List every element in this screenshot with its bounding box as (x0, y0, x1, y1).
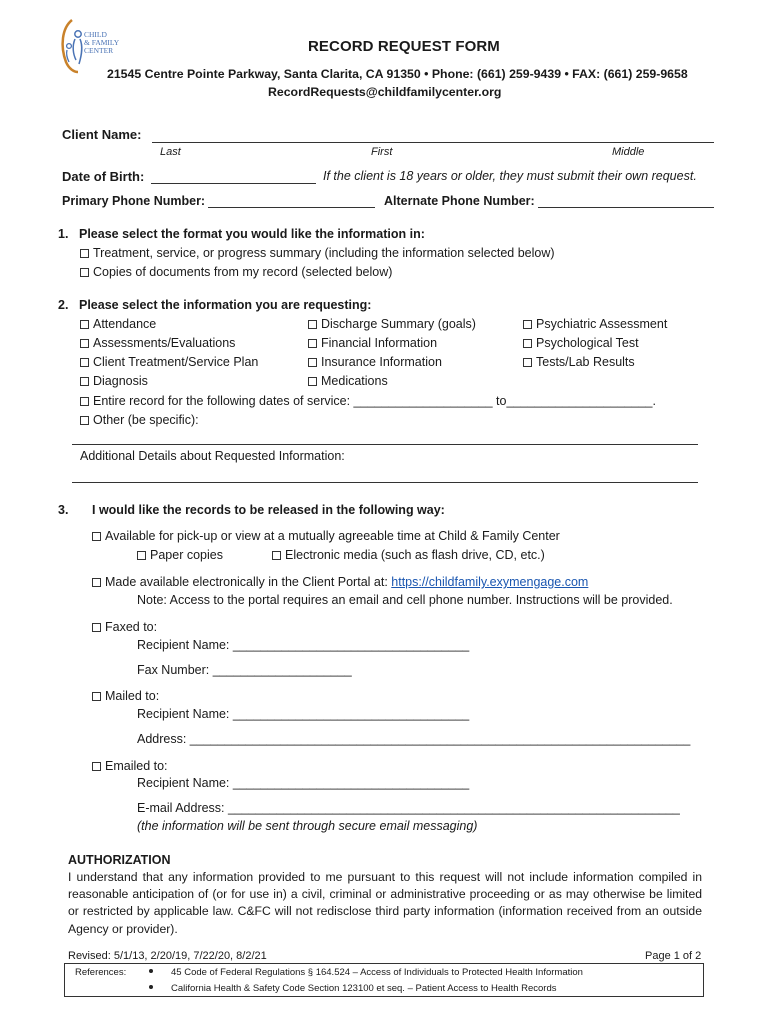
info-option-entire-record[interactable]: Entire record for the following dates of service: ____________________ to_____________________. (80, 394, 656, 408)
checkbox-icon[interactable] (80, 416, 89, 425)
middle-name-caption: Middle (612, 146, 645, 158)
checkbox-icon[interactable] (92, 578, 101, 587)
info-option-tests[interactable]: Tests/Lab Results (523, 355, 635, 369)
info-option-psychiatric[interactable]: Psychiatric Assessment (523, 317, 667, 331)
section1-heading: Please select the format you would like the information in: (79, 227, 425, 241)
info-option-diagnosis[interactable]: Diagnosis (80, 374, 148, 388)
section1-number: 1. (58, 227, 69, 241)
checkbox-icon[interactable] (92, 692, 101, 701)
section2-number: 2. (58, 298, 69, 312)
email-recipient-field[interactable]: Recipient Name: __________________________________ (137, 776, 470, 790)
format-option-summary[interactable]: Treatment, service, or progress summary (including the information selected below) (80, 246, 555, 260)
portal-link[interactable]: https://childfamily.exymengage.com (391, 575, 589, 589)
client-name-label: Client Name: (62, 127, 142, 142)
checkbox-icon[interactable] (80, 397, 89, 406)
email-address-field[interactable]: E-mail Address: _________________________________________________________________ (137, 801, 680, 815)
logo-text-1: CHILD (84, 30, 107, 39)
address-line: 21545 Centre Pointe Parkway, Santa Clarita, CA 91350 • Phone: (661) 259-9439 • FAX: (661) 259-9658 (107, 67, 688, 81)
references-box (64, 963, 704, 997)
checkbox-icon[interactable] (80, 358, 89, 367)
checkbox-icon[interactable] (80, 377, 89, 386)
checkbox-icon[interactable] (308, 339, 317, 348)
release-option-portal[interactable]: Made available electronically in the Client Portal at: https://childfamily.exymengage.com (92, 575, 588, 589)
info-option-financial[interactable]: Financial Information (308, 336, 437, 350)
release-option-mail[interactable]: Mailed to: (92, 689, 159, 703)
reference-item: California Health & Safety Code Section 123100 et seq. – Patient Access to Health Records (149, 983, 557, 994)
checkbox-icon[interactable] (80, 339, 89, 348)
info-option-psychological[interactable]: Psychological Test (523, 336, 639, 350)
info-option-other[interactable]: Other (be specific): (80, 413, 199, 427)
email-note: (the information will be sent through secure email messaging) (137, 819, 478, 833)
revised-date: Revised: 5/1/13, 2/20/19, 7/22/20, 8/2/21 (68, 950, 267, 962)
checkbox-icon[interactable] (80, 249, 89, 258)
other-details-field[interactable] (72, 444, 698, 445)
additional-details-label: Additional Details about Requested Information: (80, 449, 345, 463)
primary-phone-label: Primary Phone Number: (62, 194, 206, 208)
last-name-caption: Last (160, 146, 181, 158)
mail-recipient-field[interactable]: Recipient Name: __________________________________ (137, 707, 470, 721)
info-option-attendance[interactable]: Attendance (80, 317, 156, 331)
info-option-medications[interactable]: Medications (308, 374, 388, 388)
logo-text-2: & FAMILY (84, 38, 120, 48)
client-name-field[interactable] (152, 142, 714, 143)
mail-address-field[interactable]: Address: ________________________________________________________________________ (137, 732, 691, 746)
additional-details-field[interactable] (72, 482, 698, 483)
info-option-insurance[interactable]: Insurance Information (308, 355, 442, 369)
bullet-icon (149, 985, 153, 989)
release-option-email[interactable]: Emailed to: (92, 759, 168, 773)
section2-heading: Please select the information you are requesting: (79, 298, 372, 312)
email-line: RecordRequests@childfamilycenter.org (268, 85, 502, 99)
checkbox-icon[interactable] (523, 358, 532, 367)
dob-note: If the client is 18 years or older, they must submit their own request. (323, 169, 697, 183)
first-name-caption: First (371, 146, 393, 158)
dob-label: Date of Birth: (62, 169, 145, 184)
page-title: RECORD REQUEST FORM (308, 38, 500, 55)
checkbox-icon[interactable] (80, 320, 89, 329)
primary-phone-field[interactable] (208, 207, 375, 208)
reference-item: 45 Code of Federal Regulations § 164.524 – Access of Individuals to Protected Health Information (149, 967, 583, 978)
info-option-assessments[interactable]: Assessments/Evaluations (80, 336, 235, 350)
info-option-treatment-plan[interactable]: Client Treatment/Service Plan (80, 355, 258, 369)
checkbox-icon[interactable] (272, 551, 281, 560)
info-option-discharge[interactable]: Discharge Summary (goals) (308, 317, 476, 331)
checkbox-icon[interactable] (308, 358, 317, 367)
references-label: References: (75, 967, 127, 978)
checkbox-icon[interactable] (80, 268, 89, 277)
checkbox-icon[interactable] (308, 320, 317, 329)
fax-recipient-field[interactable]: Recipient Name: __________________________________ (137, 638, 470, 652)
alt-phone-label: Alternate Phone Number: (384, 194, 535, 208)
checkbox-icon[interactable] (523, 339, 532, 348)
authorization-text: I understand that any information provided to me pursuant to this request will not include information compiled in reasonable anticipation of (or for use in) a civil, criminal or administrative proceeding or as may otherwise be limited or restricted by applicable law. C&FC will not redisclose third party information (information received from an outside Agency or provider). (68, 870, 702, 936)
checkbox-icon[interactable] (92, 762, 101, 771)
release-option-pickup[interactable]: Available for pick-up or view at a mutually agreeable time at Child & Family Center (92, 529, 560, 543)
release-option-fax[interactable]: Faxed to: (92, 620, 157, 634)
checkbox-icon[interactable] (523, 320, 532, 329)
section3-number: 3. (58, 503, 69, 517)
authorization-heading: AUTHORIZATION (68, 853, 171, 867)
format-option-copies[interactable]: Copies of documents from my record (selected below) (80, 265, 392, 279)
section3-heading: I would like the records to be released in the following way: (92, 503, 445, 517)
dob-field[interactable] (151, 183, 316, 184)
checkbox-icon[interactable] (308, 377, 317, 386)
checkbox-icon[interactable] (137, 551, 146, 560)
portal-note: Note: Access to the portal requires an email and cell phone number. Instructions will be provided. (137, 593, 673, 607)
pickup-option-electronic[interactable]: Electronic media (such as flash drive, CD, etc.) (272, 548, 545, 562)
bullet-icon (149, 969, 153, 973)
fax-number-field[interactable]: Fax Number: ____________________ (137, 663, 352, 677)
checkbox-icon[interactable] (92, 532, 101, 541)
alt-phone-field[interactable] (538, 207, 714, 208)
logo-text-3: CENTER (84, 46, 114, 56)
checkbox-icon[interactable] (92, 623, 101, 632)
page-number: Page 1 of 2 (645, 950, 702, 962)
pickup-option-paper[interactable]: Paper copies (137, 548, 223, 562)
